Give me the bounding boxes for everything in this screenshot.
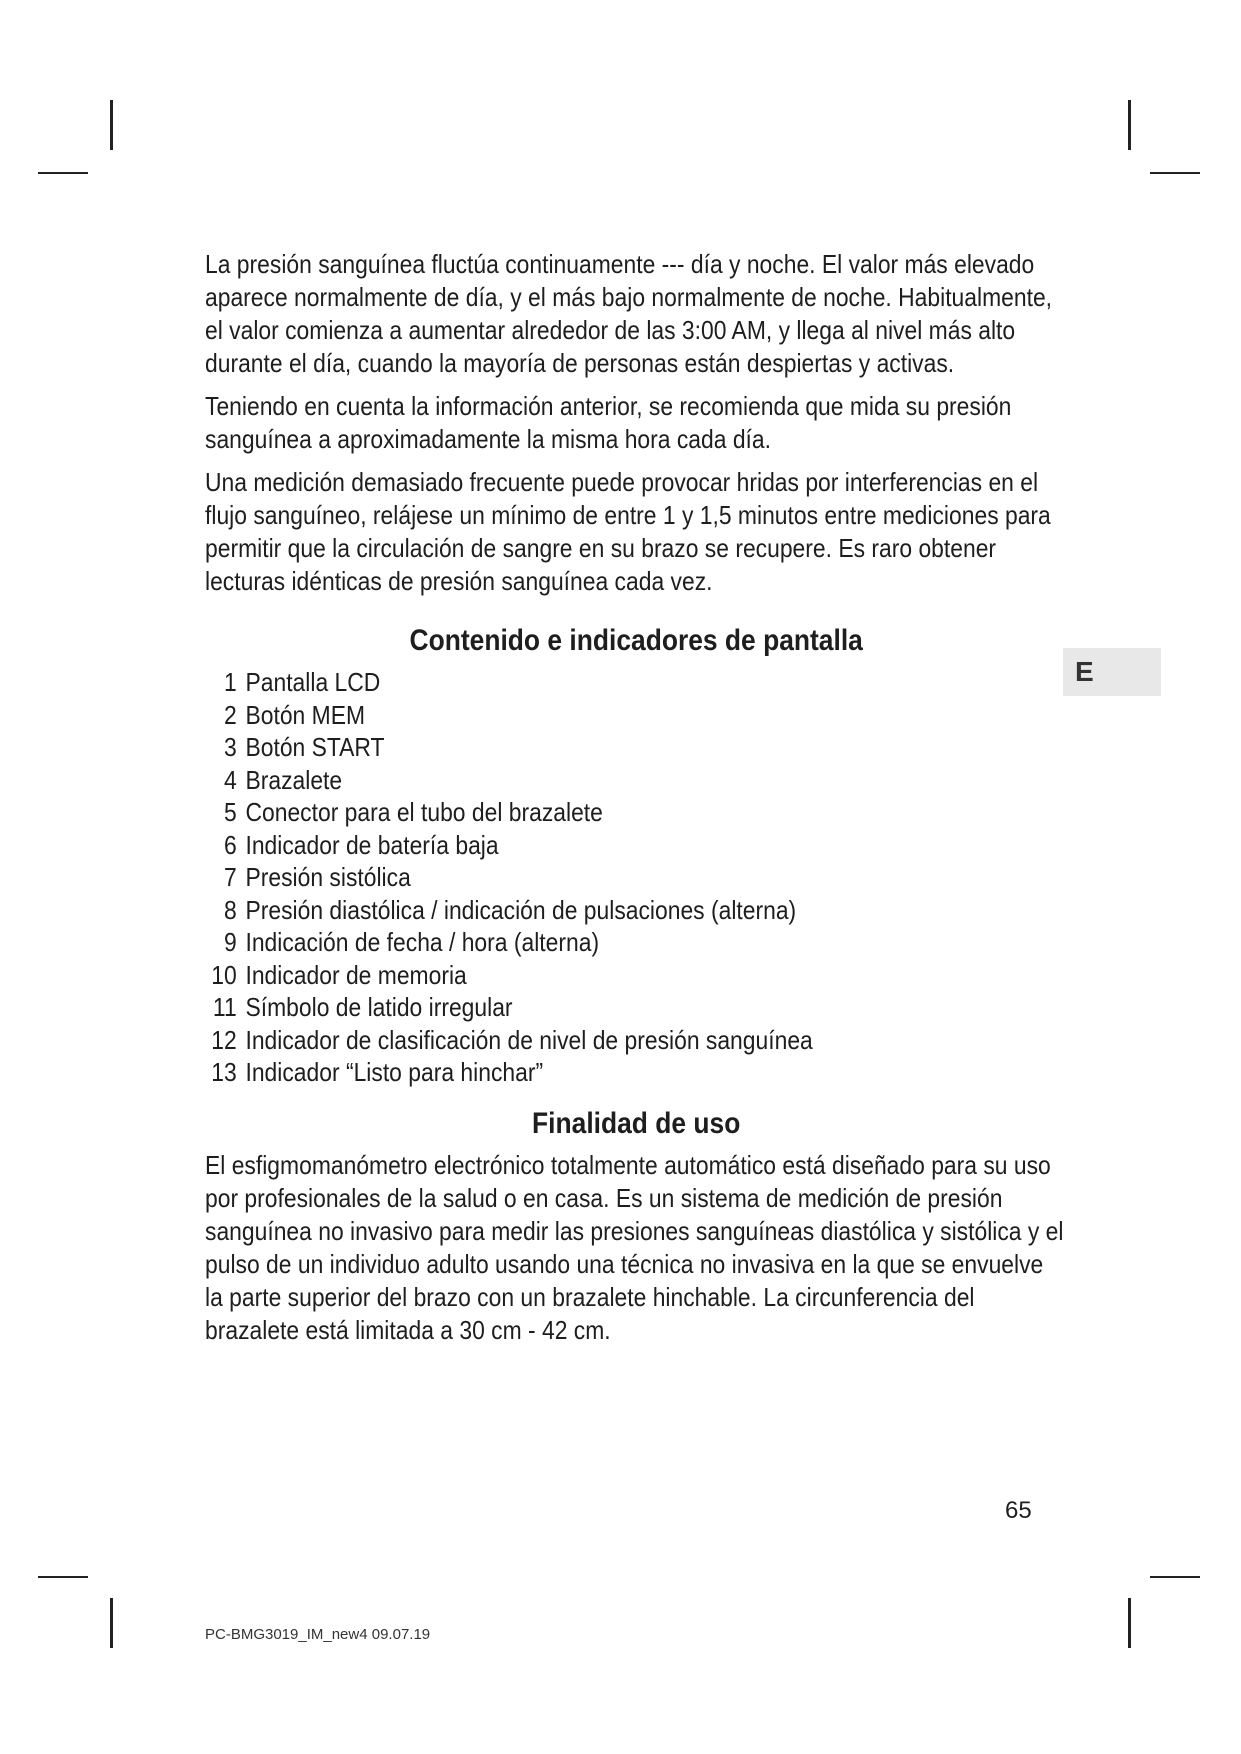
item-number: 12 [211, 1024, 237, 1055]
list-item [205, 699, 962, 732]
item-number: 11 [212, 992, 237, 1022]
intro-paragraph-2: Teniendo en cuenta la información anterior, se recomienda que mida su presión sanguínea a aproximadamente la misma hora cada día. [205, 391, 1012, 454]
item-number: 8 [223, 894, 237, 925]
item-number: 3 [223, 732, 237, 762]
language-tab: E [1063, 648, 1161, 696]
list-item [205, 731, 962, 764]
item-number: 5 [223, 797, 237, 827]
crop-mark [1150, 172, 1200, 174]
item-number: 6 [223, 829, 237, 860]
crop-mark [1128, 1598, 1131, 1648]
item-label: Indicación de fecha / hora (alterna) [245, 927, 600, 957]
item-label: Indicador de memoria [245, 959, 467, 990]
item-number: 7 [223, 862, 237, 892]
item-label: Brazalete [245, 764, 343, 795]
section-title-display: Contenido e indicadores de pantalla [409, 624, 863, 657]
list-item [205, 666, 962, 699]
intended-use-paragraph: El esfigmomanómetro electrónico totalmente automático está diseñado para su uso por profesionales de la salud o en casa. Es un sistema de medición de presión sanguínea no invasivo para medir las presiones sanguíneas diastólica y sistólica y el pulso de un individuo adulto usando una técnica no invasiva en la que se envuelve la parte superior del brazo con un brazalete hinchable. La circunferencia del brazalete está limitada a 30 cm - 42 cm. [205, 1149, 1064, 1345]
page-content [205, 248, 1064, 1357]
item-label: Indicador de clasificación de nivel de presión sanguínea [245, 1024, 813, 1055]
item-label: Conector para el tubo del brazalete [245, 797, 603, 827]
item-label: Botón MEM [245, 699, 366, 730]
intro-paragraph-1: La presión sanguínea fluctúa continuamente --- día y noche. El valor más elevado aparece normalmente de día, y el más bajo normalmente de noche. Habitualmente, el valor comienza a aumentar alrededor de las 3:00 AM, y llega al nivel más alto durante el día, cuando la mayoría de personas están despiertas y activas. [205, 249, 1053, 378]
crop-mark [38, 1576, 88, 1578]
item-number: 10 [211, 959, 237, 990]
footer-code: PC-BMG3019_IM_new4 09.07.19 [205, 1626, 431, 1643]
list-item [205, 894, 962, 927]
item-number: 1 [223, 667, 237, 697]
list-item [205, 796, 962, 829]
crop-mark [110, 1598, 113, 1648]
list-item [205, 959, 962, 992]
list-item [205, 926, 962, 959]
item-number: 9 [223, 927, 237, 957]
list-item [205, 764, 962, 797]
section-title-intended-use: Finalidad de uso [532, 1106, 741, 1140]
item-label: Símbolo de latido irregular [245, 992, 513, 1022]
list-item [205, 1024, 962, 1057]
list-item [205, 1056, 962, 1089]
page-number: 65 [1005, 1497, 1032, 1524]
item-number: 13 [211, 1057, 237, 1087]
item-number: 4 [223, 764, 237, 795]
crop-mark [110, 100, 113, 150]
item-label: Pantalla LCD [245, 667, 381, 697]
components-list [205, 666, 962, 1089]
item-label: Indicador de batería baja [245, 829, 499, 860]
list-item [205, 861, 962, 894]
item-label: Botón START [245, 732, 385, 762]
crop-mark [38, 172, 88, 174]
intro-paragraph-3: Una medición demasiado frecuente puede provocar hridas por interferencias en el flujo sanguíneo, relájese un mínimo de entre 1 y 1,5 minutos entre mediciones para permitir que la circulación de sangre en su brazo se recupere. Es raro obtener lecturas idénticas de presión sanguínea cada vez. [205, 467, 1051, 596]
list-item [205, 829, 962, 862]
item-number: 2 [223, 699, 237, 730]
item-label: Presión diastólica / indicación de pulsaciones (alterna) [245, 894, 797, 925]
crop-mark [1128, 100, 1131, 150]
list-item [205, 991, 962, 1024]
crop-mark [1150, 1576, 1200, 1578]
item-label: Presión sistólica [245, 862, 411, 892]
item-label: Indicador “Listo para hinchar” [245, 1057, 544, 1087]
